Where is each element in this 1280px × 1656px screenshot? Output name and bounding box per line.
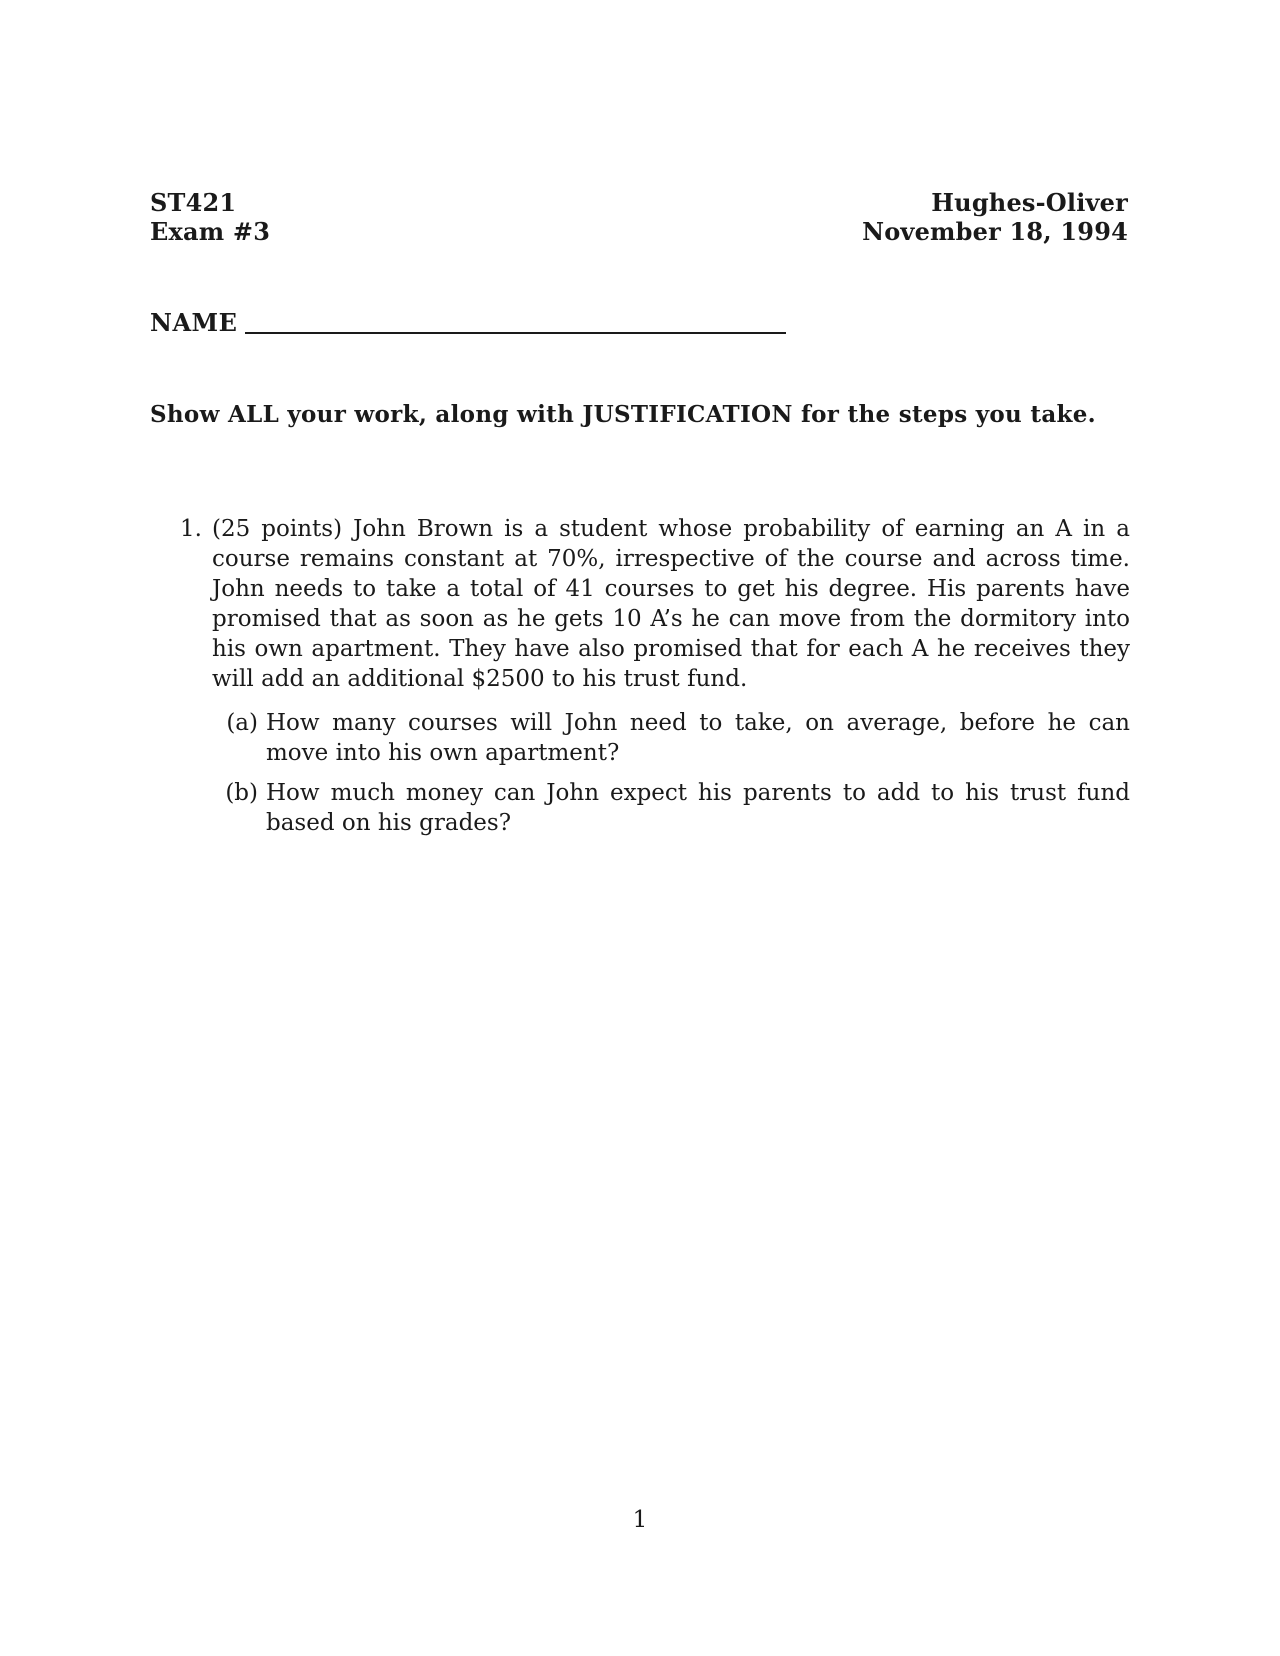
page-number: 1 <box>632 1507 648 1533</box>
name-blank-line[interactable] <box>245 332 786 334</box>
subpart-label: (b) <box>225 780 258 806</box>
problem-1-statement <box>180 514 1130 694</box>
problem-1 <box>180 514 1130 848</box>
subpart-a <box>220 708 1130 768</box>
problem-number: 1. <box>180 516 202 542</box>
subpart-text: How many courses will John need to take, on average, before he can move into his own apartment? <box>266 710 1130 766</box>
problem-text: (25 points) John Brown is a student whose probability of earning an A in a course remains constant at 70%, irrespective of the course and across time. John needs to take a total of 41 courses to get his degree. His parents have promised that as soon as he gets 10 A’s he can move from the dormitory into his own apartment. They have also promised that for each A he receives they will add an additional $2500 to his trust fund. <box>212 516 1130 692</box>
subparts-list <box>220 708 1130 838</box>
exam-number: Exam #3 <box>150 217 271 246</box>
course-code: ST421 <box>150 188 237 217</box>
subpart-text: How much money can John expect his parents to add to his trust fund based on his grades? <box>266 780 1130 836</box>
subpart-b <box>220 778 1130 838</box>
instructor-name: Hughes-Oliver <box>931 188 1128 217</box>
header-left <box>150 188 270 246</box>
name-field <box>150 308 786 337</box>
header-right <box>862 188 1128 246</box>
subpart-label: (a) <box>226 710 258 736</box>
exam-date: November 18, 1994 <box>862 217 1128 246</box>
name-label: NAME <box>150 308 238 337</box>
instructions: Show ALL your work, along with JUSTIFICATION for the steps you take. <box>150 401 1096 428</box>
